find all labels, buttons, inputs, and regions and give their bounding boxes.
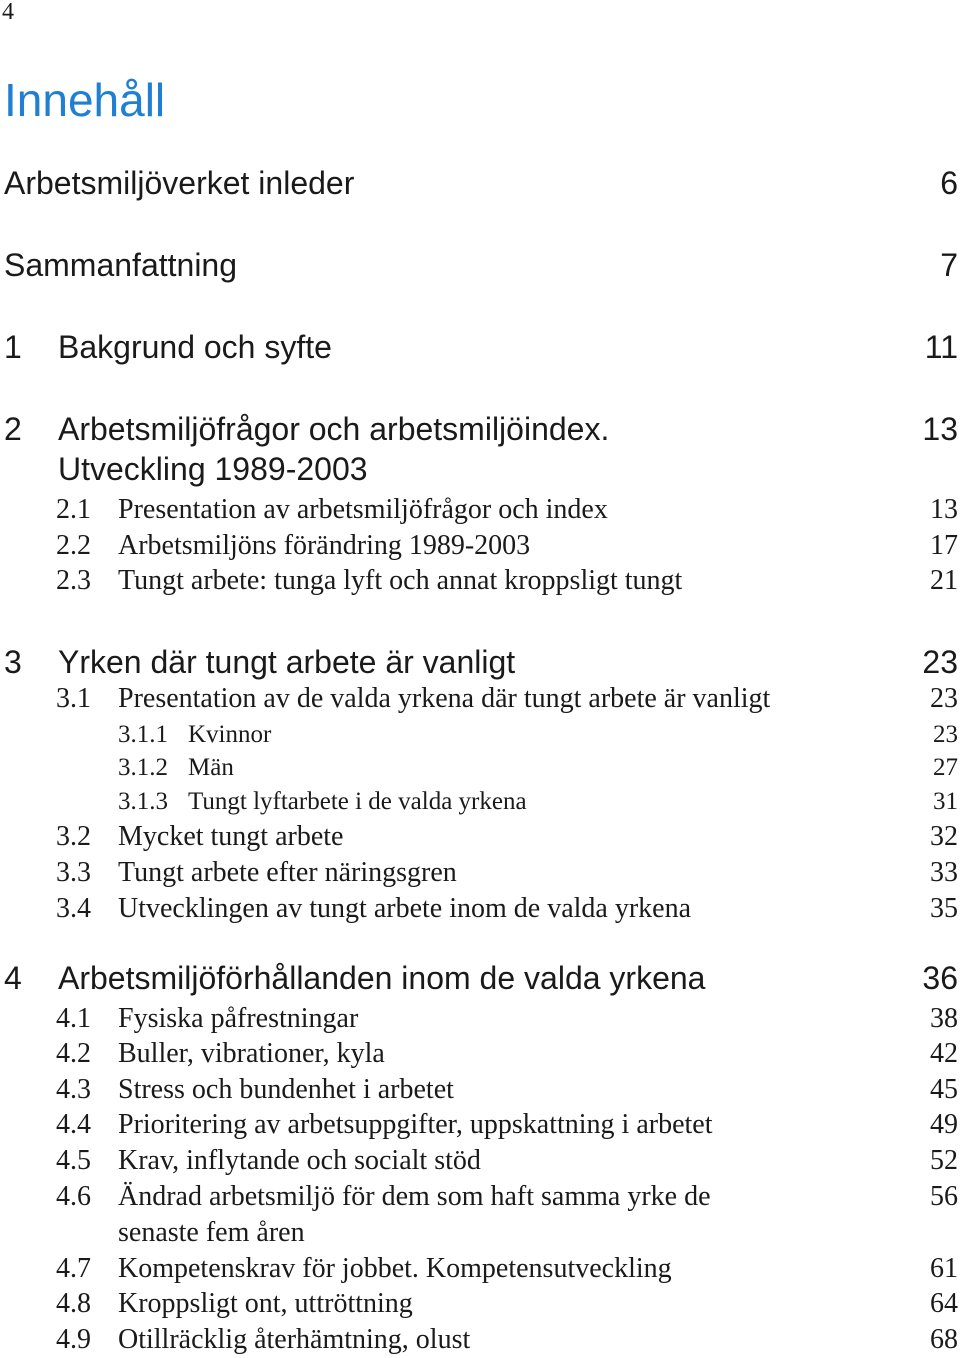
toc-entry-label: Arbetsmiljöförhållanden inom de valda yrkena <box>58 960 706 996</box>
toc-entry-label: Tungt arbete efter näringsgren <box>118 857 457 888</box>
page-title: Innehåll <box>4 74 166 126</box>
toc-entry-page: 23 <box>933 721 958 748</box>
toc-entry-label: Yrken där tungt arbete är vanligt <box>58 644 516 680</box>
toc-entry-label-continued: senaste fem åren <box>118 1217 305 1248</box>
toc-entry-label: Stress och bundenhet i arbetet <box>118 1074 454 1105</box>
toc-entry-number: 4.5 <box>56 1145 91 1176</box>
toc-entry-number: 2.3 <box>56 565 91 596</box>
toc-entry-label: Ändrad arbetsmiljö för dem som haft samma yrke de <box>118 1181 711 1212</box>
toc-entry-page: 52 <box>930 1145 958 1176</box>
toc-entry-number: 1 <box>4 329 22 365</box>
toc-entry-label: Krav, inflytande och socialt stöd <box>118 1145 481 1176</box>
toc-entry-label: Tungt arbete: tunga lyft och annat kroppsligt tungt <box>118 565 683 596</box>
toc-entry-page: 27 <box>933 754 958 781</box>
toc-entry-label: Arbetsmiljöverket inleder <box>4 165 355 201</box>
toc-entry-number: 4.4 <box>56 1109 91 1140</box>
toc-entry-number: 3.1.2 <box>118 754 168 781</box>
toc-entry-page: 7 <box>940 247 958 283</box>
toc-entry-number: 4.7 <box>56 1253 91 1284</box>
toc-entry-label: Kvinnor <box>188 721 272 748</box>
toc-entry-label: Presentation av arbetsmiljöfrågor och index <box>118 494 608 525</box>
toc-entry-number: 3.2 <box>56 821 91 852</box>
toc-entry-page: 64 <box>930 1288 958 1319</box>
toc-entry-label: Tungt lyftarbete i de valda yrkena <box>188 788 527 815</box>
page-number: 4 <box>2 0 14 25</box>
toc-entry-number: 3.1.1 <box>118 721 168 748</box>
toc-entry-label: Buller, vibrationer, kyla <box>118 1038 385 1069</box>
toc-entry-number: 4.6 <box>56 1181 91 1212</box>
toc-entry-label: Utvecklingen av tungt arbete inom de valda yrkena <box>118 893 692 924</box>
toc-entry-page: 21 <box>930 565 958 596</box>
toc-entry-number: 3 <box>4 644 22 680</box>
toc-entry-label: Fysiska påfrestningar <box>118 1003 359 1034</box>
toc-entry-page: 32 <box>930 821 958 852</box>
toc-entry-page: 45 <box>930 1074 958 1105</box>
toc-entry-page: 13 <box>922 411 958 447</box>
toc-entry-page: 6 <box>940 165 958 201</box>
toc-entry-number: 4 <box>4 960 22 996</box>
toc-entry-page: 61 <box>930 1253 958 1284</box>
toc-entry-label: Sammanfattning <box>4 247 238 283</box>
toc-entry-number: 4.9 <box>56 1324 91 1355</box>
toc-entry-label: Otillräcklig återhämtning, olust <box>118 1324 471 1355</box>
toc-entry-number: 3.1.3 <box>118 788 168 815</box>
toc-entry-label: Kompetenskrav för jobbet. Kompetensutveckling <box>118 1253 672 1284</box>
toc-entry-page: 33 <box>930 857 958 888</box>
toc-entry-label: Bakgrund och syfte <box>58 329 332 365</box>
toc-entry-number: 3.1 <box>56 683 91 714</box>
toc-entry-label-continued: Utveckling 1989-2003 <box>58 451 368 487</box>
toc-entry-label: Presentation av de valda yrkena där tungt arbete är vanligt <box>118 683 771 714</box>
toc-entry-page: 23 <box>922 644 958 680</box>
toc-entry-number: 3.3 <box>56 857 91 888</box>
toc-entry-page: 36 <box>922 960 958 996</box>
toc-entry-label: Kroppsligt ont, uttröttning <box>118 1288 413 1319</box>
toc-entry-page: 31 <box>933 788 958 815</box>
toc-entry-number: 4.1 <box>56 1003 91 1034</box>
toc-entry-number: 4.2 <box>56 1038 91 1069</box>
toc-entry-page: 23 <box>930 683 958 714</box>
toc-entry-label: Män <box>188 754 234 781</box>
toc-entry-number: 2 <box>4 411 22 447</box>
toc-entry-page: 13 <box>930 494 958 525</box>
toc-entry-label: Mycket tungt arbete <box>118 821 344 852</box>
toc-entry-page: 17 <box>930 530 958 561</box>
toc-entry-number: 4.3 <box>56 1074 91 1105</box>
toc-entry-page: 42 <box>930 1038 958 1069</box>
toc-entry-label: Arbetsmiljöns förändring 1989-2003 <box>118 530 531 561</box>
toc-entry-page: 38 <box>930 1003 958 1034</box>
toc-entry-number: 3.4 <box>56 893 91 924</box>
toc-entry-label: Prioritering av arbetsuppgifter, uppskattning i arbetet <box>118 1109 713 1140</box>
toc-entry-page: 11 <box>924 329 958 365</box>
toc-entry-number: 4.8 <box>56 1288 91 1319</box>
toc-entry-number: 2.2 <box>56 530 91 561</box>
toc-entry-page: 68 <box>930 1324 958 1355</box>
toc-entry-number: 2.1 <box>56 494 91 525</box>
toc-entry-page: 49 <box>930 1109 958 1140</box>
toc-entry-label: Arbetsmiljöfrågor och arbetsmiljöindex. <box>58 411 610 447</box>
toc-entry-page: 56 <box>930 1181 958 1212</box>
toc-entry-page: 35 <box>930 893 958 924</box>
